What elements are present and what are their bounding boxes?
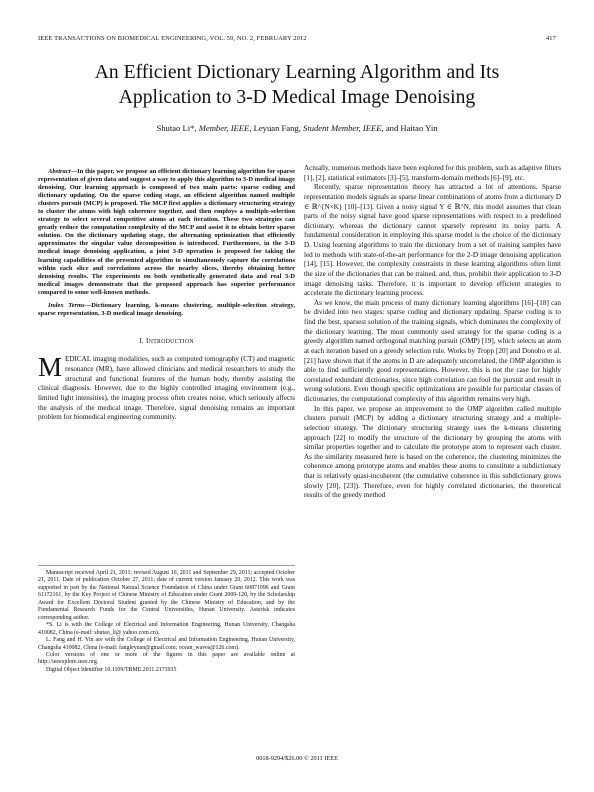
section-numeral: I.: [139, 336, 144, 345]
abstract-text: —In this paper, we propose an efficient dictionary learning algorithm for sparse representation of given data and suggest a way to apply this algorithm to 3-D medical image denoising. Our learning approach is composed of two main parts: sparse coding and dictionary updating. On the sparse coding stage, an efficient algorithm named multiple clusters pursuit (MCP) is proposed. The MCP first applies a dictionary structuring strategy to cluster the atoms with high coherence together, and then employs a multiple-selection strategy to select several competitive atoms at each iteration. These two strategies can greatly reduce the computation complexity of the MCP and assist it to obtain better sparse solution. On the dictionary updating stage, the alternating optimization that efficiently approximates the singular value decomposition is introduced. Furthermore, in the 3-D medical image denoising application, a joint 3-D operation is proposed for taking the learning capabilities of the presented algorithm to simultaneously capture the correlations within each slice and correlations across the nearby slices, thereby obtaining better denoising results. The experiments on both synthetically generated data and real 3-D medical images demonstrate that the proposed approach has superior performance compared to some well-known methods.: [38, 168, 295, 296]
body-paragraph-4: In this paper, we propose an improvement to the OMP algorithm called multiple clusters pursuit (MCP) by adding a dictionary structuring strategy and a multiple-selection strategy. The dictionary structuring strategy uses the k-means clustering approach [22] to modify the structure of the dictionary by grouping the atoms with similar properties together and to calculate the prototype atom to represent each cluster. As the similarity measured here is based on the coherence, the clustering minimizes the coherence among prototype atoms and enables these atoms to constitute a subdictionary that is relatively quasi-incoherent (the cumulative coherence in this subdictionary grows slowly [20], [23]). Therefore, even for highly correlated dictionaries, the theoretical results of the greedy method: [304, 404, 561, 500]
footnote-li: *S. Li is with the College of Electrical and Information Engineering, Hunan University, Changsha 410082, China (e-mail: shutao_li@ yahoo.com.cn).: [38, 622, 295, 636]
author-list: Shutao Li*, Member, IEEE, Leyuan Fang, Student Member, IEEE, and Haitao Yin: [156, 123, 438, 133]
abstract-lead: Abstract: [48, 168, 71, 175]
footnote-fang: L. Fang and H. Yin are with the College of Electrical and Information Engineering, Hunan University, Changsha 410082, China (e-mail: fangleyuan@gmail.com; ocean_waves@126.com).: [38, 637, 295, 651]
title-line-2: Application to 3-D Medical Image Denoising: [118, 87, 476, 108]
paper-title: [30, 60, 564, 110]
body-paragraph-1: Actually, numerous methods have been explored for this problem, such as adaptive filters [1], [2], statistical estimators [3]–[5], transform-domain methods [6]–[9], etc.: [304, 164, 561, 182]
footnotes: [38, 565, 295, 674]
abstract: [38, 168, 295, 297]
body-paragraph-2: Recently, sparse representation theory has attracted a lot of attentions. Sparse representation models signals as sparse linear combinations of atoms from a dictionary D ∈ ℝ^{N×K} [10]–[13]. Given a noisy signal Y ∈ ℝ^N, this model assumes that clean parts of the noisy signal have good sparse representations with respect to a predefined dictionary, whereas the dictionary cannot sparsely represent its noisy parts. A fundamental consideration in employing this sparse model is the choice of the dictionary D. Using learning algorithms to train the dictionary from a set of training samples have led to methods with state-of-the-art performance for the 2-D image denoising application [14], [15]. However, the complexity constraints in these learning algorithms often limit the size of the dictionaries that can be trained, and, thus, prohibit their application to 3-D image denoising tasks. Therefore, it is important to develop efficient strategies to accelerate the dictionary learning process.: [304, 183, 561, 298]
section-heading: [38, 337, 295, 348]
page-number: 417: [545, 35, 556, 42]
running-header: [38, 35, 556, 45]
drop-cap: M: [38, 352, 63, 383]
body-paragraph-3: As we know, the main process of many dictionary learning algorithms [16]–[18] can be divided into two stages: sparse coding and dictionary updating. Sparse coding is to find the best, sparsest solution of the training signals, which dominates the complexity of the dictionary learning. The most commonly used strategy for the sparse coding is a greedy algorithm named orthogonal matching pursuit (OMP) [19], which selects an atom at each iteration based on a greedy selection rule. Works by Tropp [20] and Donoho et al. [21] have shown that if the atoms in D are adequately uncorrelated, the OMP algorithm is able to find sufficiently good representations. However, this is not the case for highly correlated redundant dictionaries, since high correlation can fool the pursuit and result in wrong solutions. Even though specific optimizations are possible for particular classes of dictionaries, the computational complexity of this algorithm remains very high.: [304, 298, 561, 403]
index-terms-lead: Index Terms: [48, 301, 85, 309]
title-line-1: An Efficient Dictionary Learning Algorithm and Its: [94, 62, 500, 83]
journal-info: IEEE TRANSACTIONS ON BIOMEDICAL ENGINEERING, VOL. 59, NO. 2, FEBRUARY 2012: [38, 35, 307, 42]
footnote-doi: Digital Object Identifier 10.1109/TBME.2011.2173935: [46, 666, 177, 673]
section-title-rest: NTRODUCTION: [148, 338, 194, 345]
index-terms: [38, 302, 295, 318]
footnote-rule: [38, 565, 295, 566]
footnote-color: Color versions of one or more of the figures in this paper are available online at http://ieeexplore.ieee.org.: [38, 651, 295, 666]
intro-text: EDICAL imaging modalities, such as computed tomography (CT) and magnetic resonance (MR), have allowed clinicians and medical researchers to study the structural and functional features of the human body, thereby assisting the clinical diagnosis. However, due to the highly controlled imaging environment (e.g., limited light intensities), the imaging process often creates noise, which seriously affects the analysis of the medical image. Therefore, signal denoising remains an important problem for biomedical engineering community.: [38, 355, 295, 422]
left-column: [38, 168, 295, 423]
intro-paragraph: [38, 352, 295, 422]
right-column: [304, 164, 561, 501]
footnote-manuscript: Manuscript received April 21, 2011; revised August 16, 2011 and September 29, 2011; accepted October 21, 2011. Date of publication October 27, 2011; date of current version January 20, 2012. This work was supported in part by the National Natural Science Foundation of China under Grant 60871096 and Grant 61172161, by the Key Project of Chinese Ministry of Education under Grant 2009-120, by the Scholarship Award for Excellent Doctoral Student granted by the Chinese Ministry of Education, and by the Fundamental Research Funds for the Central Universities, Hunan University. Asterisk indicates corresponding author.: [38, 570, 295, 621]
index-terms-text: —Dictionary learning, k-means clustering, multiple-selection strategy, sparse representation, 3-D medical image denoising.: [38, 301, 295, 317]
section-first-letter: I: [146, 336, 149, 345]
copyright-footer: 0018-9294/$26.00 © 2011 IEEE: [256, 755, 338, 762]
